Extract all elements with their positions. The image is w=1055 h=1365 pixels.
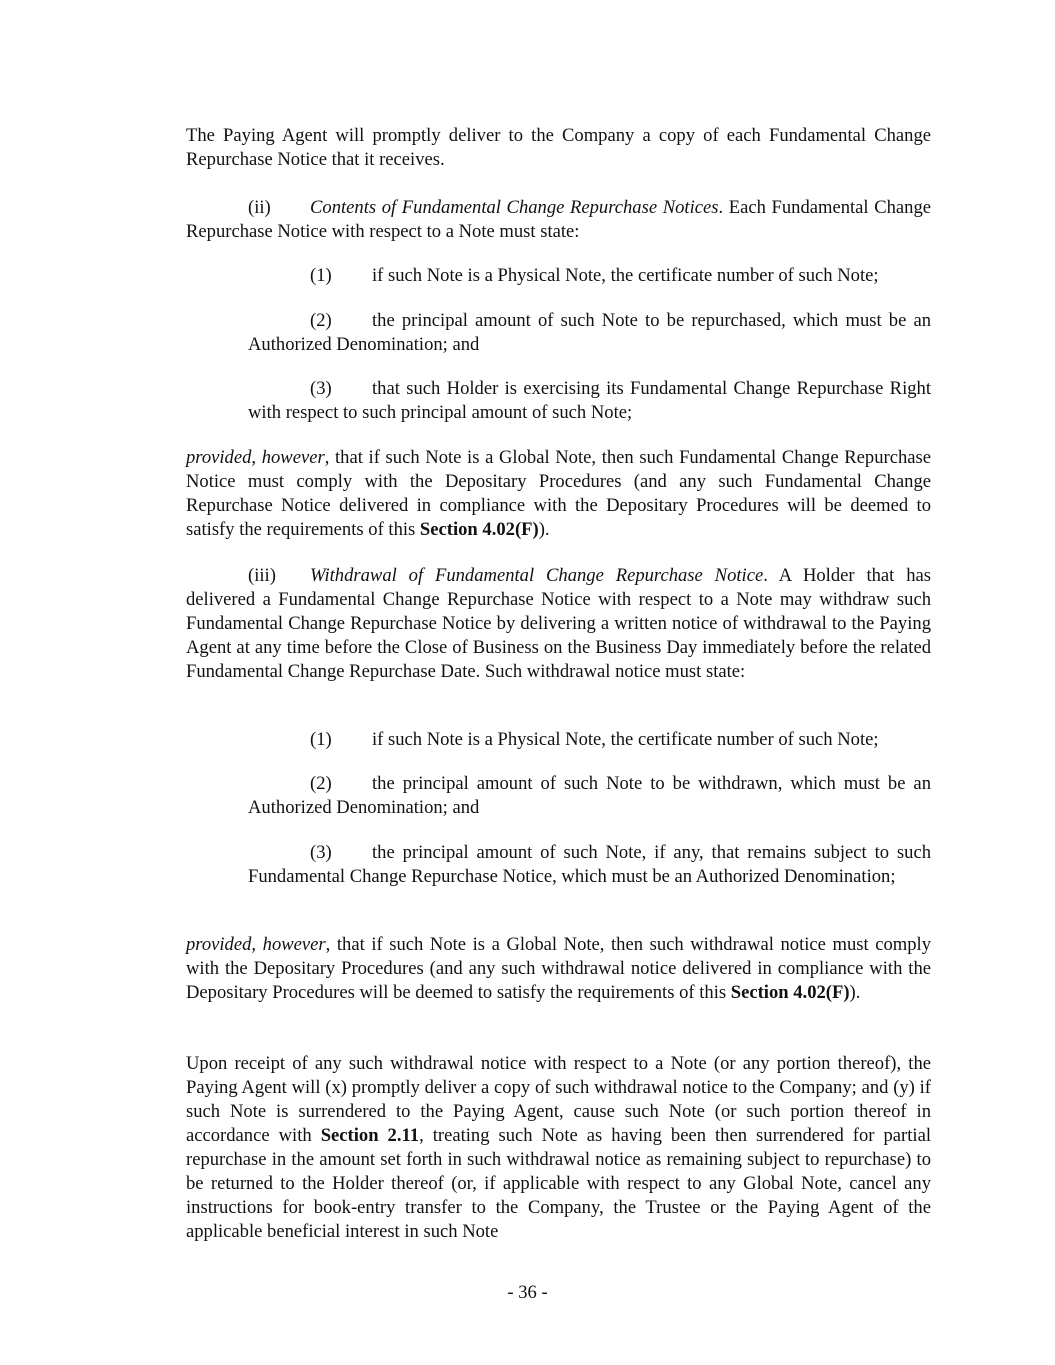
section-reference: Section 2.11 — [320, 1125, 420, 1146]
iii-item-3: (3) the principal amount of such Note, if any, that remains subject to such Fundamental Change Repurchase Notice, which must be an Authorized Denomination; — [248, 842, 931, 887]
proviso-paragraph-2: provided, however, that if such Note is a Global Note, then such withdrawal notice must comply with the Depositary Procedures (and any such withdrawal notice delivered in compliance with the Depositary Procedures will be deemed to satisfy the requirements of this Section 4.02(F)). — [186, 934, 931, 1003]
section-iii-paragraph — [186, 564, 931, 684]
ii-item-1: (1) if such Note is a Physical Note, the certificate number of such Note; — [310, 265, 879, 286]
section-ii-label: (ii) — [248, 197, 271, 218]
section-reference: Section 4.02(F) — [730, 982, 850, 1003]
paragraph-withdrawal-receipt: Upon receipt of any such withdrawal notice with respect to a Note (or any portion thereof), the Paying Agent will (x) promptly deliver a copy of such withdrawal notice to the Company; and (y) if such Note is surrendered to the Paying Agent, cause such Note (or such portion thereof in accordance with Section 2.11, treating such Note as having been then surrendered for partial repurchase in the amount set forth in such withdrawal notice as remaining subject to repurchase) to be returned to the Holder thereof (or, if applicable with respect to any Global Note, cancel any instructions for book-entry transfer to the Company, the Trustee or the Paying Agent of the applicable beneficial interest in such Note — [186, 1053, 931, 1242]
section-ii-paragraph — [186, 196, 931, 244]
page-number: - 36 - — [507, 1282, 548, 1303]
ii-item-2: (2) the principal amount of such Note to be repurchased, which must be an Authorized Denomination; and — [248, 310, 931, 355]
section-iii-label: (iii) — [248, 565, 276, 586]
ii-item-3: (3) that such Holder is exercising its Fundamental Change Repurchase Right with respect to such principal amount of such Note; — [248, 378, 931, 423]
proviso-paragraph-1: provided, however, that if such Note is a Global Note, then such Fundamental Change Repurchase Notice must comply with the Depositary Procedures (and any such Fundamental Change Repurchase Notice delivered in compliance with the Depositary Procedures will be deemed to satisfy the requirements of this Section 4.02(F)). — [186, 447, 931, 540]
paragraph-paying-agent-delivery: The Paying Agent will promptly deliver to the Company a copy of each Fundamental Change Repurchase Notice that it receives. — [186, 125, 931, 170]
section-iii-title: Withdrawal of Fundamental Change Repurchase Notice — [310, 565, 764, 586]
iii-item-1: (1) if such Note is a Physical Note, the certificate number of such Note; — [310, 729, 879, 750]
section-reference: Section 4.02(F) — [419, 519, 539, 540]
section-ii-title: Contents of Fundamental Change Repurchase Notices — [310, 197, 719, 218]
iii-item-2: (2) the principal amount of such Note to be withdrawn, which must be an Authorized Denomination; and — [248, 773, 931, 818]
section-iii-text: . A Holder that has delivered a Fundamental Change Repurchase Notice with respect to a Note may withdraw such Fundamental Change Repurchase Notice by delivering a written notice of withdrawal to the Paying Agent at any time before the Close of Business on the Business Day immediately before the related Fundamental Change Repurchase Date. Such withdrawal notice must state: — [186, 565, 931, 682]
section-ii-text: . Each Fundamental Change Repurchase Notice with respect to a Note must state: — [186, 197, 932, 242]
